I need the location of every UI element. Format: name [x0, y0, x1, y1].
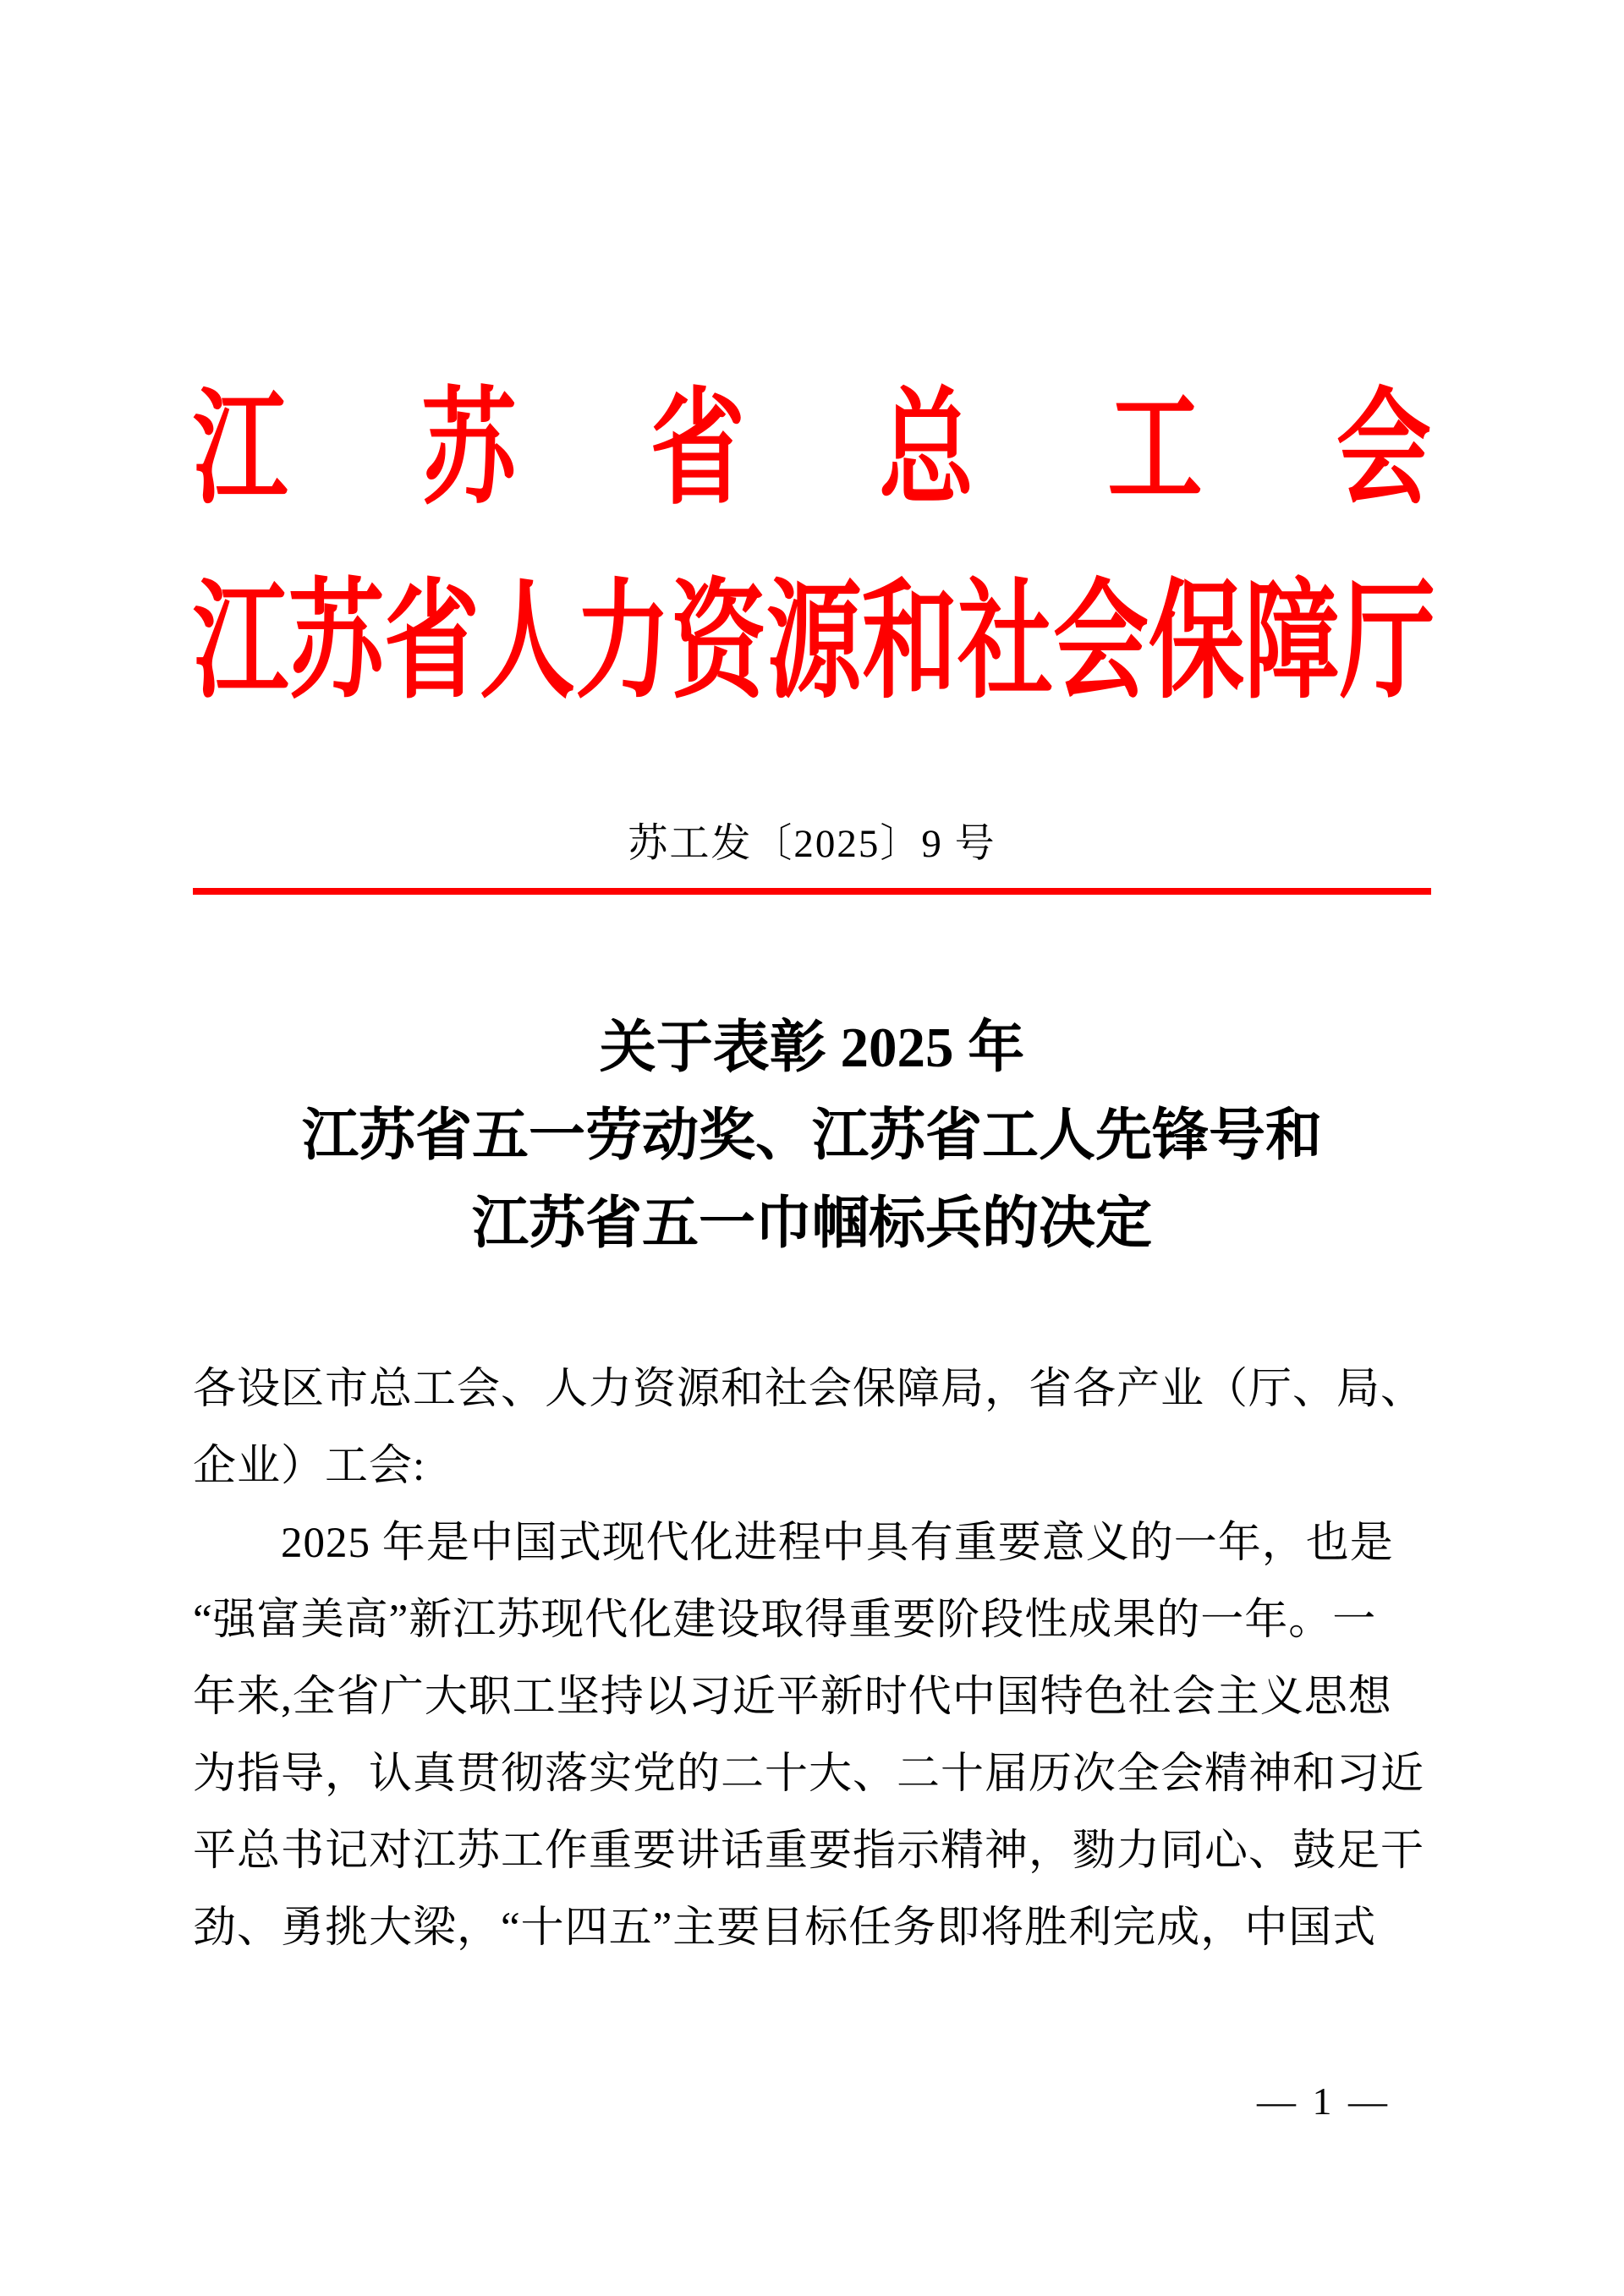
- body-text: [193, 1351, 1431, 1967]
- letterhead-line-2: [193, 571, 1435, 715]
- body-line: 各设区市总工会、人力资源和社会保障局，省各产业（厅、局、: [193, 1366, 1425, 1413]
- letterhead-char: 苏: [288, 571, 384, 715]
- body-line: 平总书记对江苏工作重要讲话重要指示精神，勠力同心、鼓足干: [193, 1827, 1425, 1875]
- letterhead-char: 苏: [421, 381, 517, 520]
- body-line: “强富美高”新江苏现代化建设取得重要阶段性成果的一年。一: [193, 1597, 1377, 1644]
- letterhead-char: 人: [480, 571, 575, 715]
- body-line: 为指导，认真贯彻落实党的二十大、二十届历次全会精神和习近: [193, 1751, 1425, 1798]
- letterhead-char: 力: [575, 571, 671, 715]
- letterhead-char: 资: [671, 571, 766, 715]
- letterhead-char: 源: [766, 571, 862, 715]
- page-number: — 1 —: [1257, 2080, 1391, 2123]
- title-line-1: 关于表彰 2025 年: [599, 1016, 1025, 1079]
- letterhead-char: 省: [384, 571, 480, 715]
- body-line: 年来,全省广大职工坚持以习近平新时代中国特色社会主义思想: [193, 1674, 1392, 1721]
- red-rule-divider: [193, 888, 1431, 895]
- letterhead-char: 江: [193, 381, 288, 520]
- body-line: 2025 年是中国式现代化进程中具有重要意义的一年，也是: [281, 1520, 1394, 1567]
- title-line-3: 江苏省五一巾帼标兵的决定: [472, 1192, 1152, 1255]
- letterhead-char: 和: [862, 571, 957, 715]
- letterhead-char: 工: [1107, 381, 1203, 520]
- body-line: 企业）工会:: [193, 1443, 426, 1490]
- letterhead-char: 会: [1336, 381, 1431, 520]
- letterhead-line-1: [193, 381, 1431, 520]
- letterhead-char: 障: [1244, 571, 1340, 715]
- doc-number: 苏工发〔2025〕9 号: [628, 822, 996, 866]
- letterhead-char: 厅: [1340, 571, 1435, 715]
- letterhead-char: 江: [193, 571, 288, 715]
- title-line-2: 江苏省五一劳动奖、江苏省工人先锋号和: [302, 1104, 1322, 1167]
- letterhead-char: 社: [957, 571, 1053, 715]
- letterhead-char: 会: [1053, 571, 1149, 715]
- letterhead-char: 省: [650, 381, 745, 520]
- body-line: 劲、勇挑大梁，“十四五”主要目标任务即将胜利完成，中国式: [193, 1904, 1377, 1952]
- letterhead-char: 总: [879, 381, 974, 520]
- letterhead-char: 保: [1149, 571, 1244, 715]
- document-title: [0, 1004, 1624, 1268]
